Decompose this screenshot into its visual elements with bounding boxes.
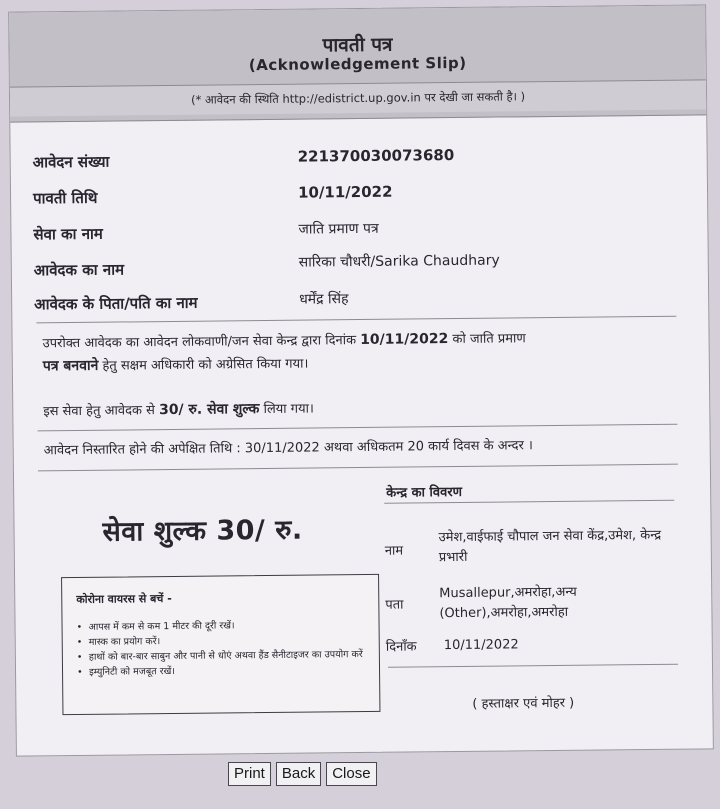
receipt-date-label: पावती तिथि: [32, 188, 98, 208]
fee-text-part2: लिया गया।: [263, 401, 314, 418]
print-button[interactable]: Print: [228, 762, 271, 786]
divider: [388, 664, 678, 668]
status-notice: (* आवेदन की स्थिति http://edistrict.up.gov.in पर देखी जा सकती है। ): [190, 89, 526, 107]
forwarded-text-line2: हेतु सक्षम अधिकारी को अग्रेसित किया गया।: [102, 356, 309, 374]
fee-text-part1: इस सेवा हेतु आवेदक से: [43, 403, 155, 420]
application-number-value: 221370030073680: [297, 146, 455, 166]
service-name-label: सेवा का नाम: [33, 224, 103, 244]
father-husband-name-label: आवेदक के पिता/पति का नाम: [34, 293, 198, 314]
title-english: (Acknowledgement Slip): [248, 53, 467, 75]
applicant-name-label: आवेदक का नाम: [33, 260, 125, 280]
centre-address-value: Musallepur,अमरोहा,अन्य (Other),अमरोहा,अमरोहा: [439, 584, 577, 622]
list-item: • हाथों को बार-बार साबुन और पानी से धोएं अथवा हैंड सैनीटाइजर का उपयोग करें: [76, 648, 363, 663]
corona-list: [76, 617, 373, 680]
forwarded-date: 10/11/2022: [360, 331, 449, 349]
centre-date-label: दिनाँक: [385, 639, 417, 655]
divider: [36, 316, 676, 324]
action-buttons: [228, 762, 377, 786]
forwarded-text-part1: उपरोक्त आवेदक का आवेदन लोकवाणी/जन सेवा केन्द्र द्वारा दिनांक: [42, 333, 357, 352]
centre-name-label: नाम: [384, 543, 404, 559]
close-button[interactable]: Close: [326, 762, 376, 786]
acknowledgement-slip: [8, 4, 714, 756]
forwarded-text: [42, 326, 682, 379]
receipt-date-value: 10/11/2022: [297, 182, 393, 202]
divider: [38, 464, 678, 472]
forwarded-text-part2: को जाति प्रमाण: [452, 331, 526, 348]
applicant-name-value: सारिका चौधरी/Sarika Chaudhary: [298, 252, 500, 271]
fee-amount: 30/ रु. सेवा शुल्क: [158, 401, 260, 419]
list-item: • आपस में कम से कम 1 मीटर की दूरी रखें।: [76, 620, 235, 633]
list-item: • इम्युनिटी को मजबूत रखें।: [76, 665, 175, 678]
father-husband-name-value: धर्मेंद्र सिंह: [299, 291, 349, 308]
signature-seal-label: ( हस्ताक्षर एवं मोहर ): [472, 695, 575, 712]
forwarded-text-line2-bold: पत्र बनवाने: [42, 357, 99, 375]
fee-collected-text: [43, 394, 683, 424]
centre-details-title: केन्द्र का विवरण: [386, 484, 463, 501]
service-name-value: जाति प्रमाण पत्र: [298, 220, 379, 238]
divider: [384, 500, 674, 504]
service-fee-large: सेवा शुल्क 30/ रु.: [102, 514, 303, 548]
corona-advisory-box: [61, 574, 380, 715]
corona-title: कोरोना वायरस से बचें -: [76, 591, 172, 606]
list-item: • मास्क का प्रयोग करें।: [76, 636, 161, 648]
title-hindi: पावती पत्र: [322, 33, 393, 57]
application-number-label: आवेदन संख्या: [32, 152, 110, 172]
centre-name-value: उमेश,वाईफाई चौपाल जन सेवा केंद्र,उमेश, केन्द्र प्रभारी: [438, 527, 662, 566]
back-button[interactable]: Back: [276, 762, 321, 786]
expected-date-text: आवेदन निस्तारित होने की अपेक्षित तिथि : 30/11/2022 अथवा अधिकतम 20 कार्य दिवस के अन्दर ।: [43, 438, 534, 459]
divider: [38, 424, 678, 432]
centre-date-value: 10/11/2022: [443, 637, 519, 654]
centre-address-label: पता: [385, 597, 404, 613]
